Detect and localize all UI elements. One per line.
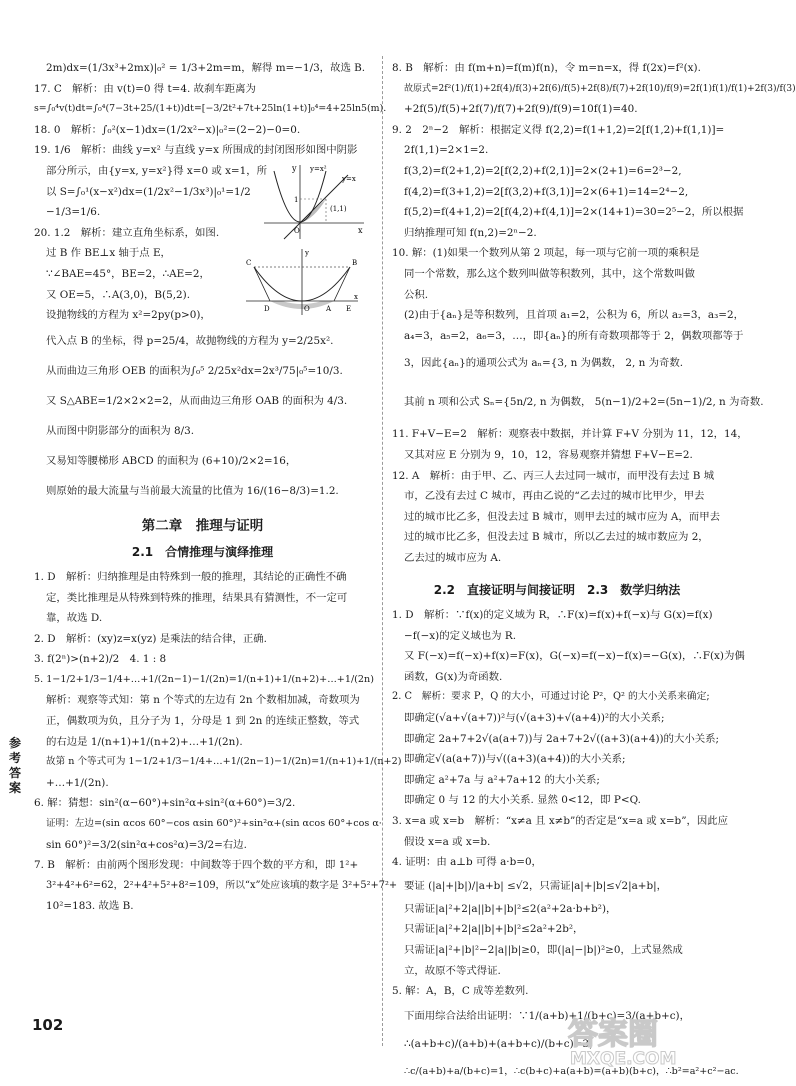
text-line: (2)由于{aₙ}是等积数列，且首项 a₁=2，公积为 6，所以 a₂=3，a₃=2，: [404, 309, 744, 322]
text-line: +2f(5)/f(5)+2f(7)/f(7)+2f(9)/f(9)=10f(1)=40.: [404, 103, 638, 116]
text-line: 以 S=∫₀¹(x−x²)dx=(1/2x²−1/3x³)|₀¹=1/2: [46, 185, 251, 198]
text-line: 即确定 2a+7+2√(a(a+7))与 2a+7+2√((a+3)(a+4))的大小关系;: [404, 732, 720, 745]
text-line: a₄=3，a₅=2，a₆=3，…，即{aₙ}的所有奇数项都等于 2，偶数项都等于: [404, 329, 744, 342]
text-line: 2f(1,1)=2×1=2.: [404, 144, 489, 157]
text-line: 定，类比推理是从特殊到特殊的推理，结果具有猜测性，不一定可: [46, 591, 348, 604]
text-line: 即确定√(a(a+7))与√((a+3)(a+4))的大小关系;: [404, 753, 626, 766]
text-line: 故原式=2f²(1)/f(1)+2f(4)/f(3)+2f(6)/f(5)+2f(8)/f(7)+2f(10)/f(9)=2f(1)f(1)/f(1)+2f(3)/f(3): [404, 83, 796, 94]
column-divider: [382, 56, 383, 1046]
text-line: 1. D 解析：∵f(x)的定义域为 R，∴F(x)=f(x)+f(−x)与 G(x)=f(x): [392, 609, 713, 622]
text-line: 公积.: [404, 288, 429, 301]
text-line: 2. C 解析：要求 P，Q 的大小，可通过讨论 P²，Q² 的大小关系来确定;: [392, 691, 710, 703]
text-line: sin 60°)²=3/2(sin²α+cos²α)=3/2=右边.: [46, 838, 247, 851]
text-line: 设抛物线的方程为 x²=2py(p>0)，: [46, 309, 211, 322]
text-line: 正，偶数项为负，且分子为 1，分母是 1 到 2n 的连续正整数，等式: [46, 715, 360, 728]
fig2-label-e: E: [346, 305, 352, 314]
fig2-label-d: D: [264, 305, 270, 314]
text-line: 5. 解：A，B，C 成等差数列.: [392, 985, 529, 998]
text-line: 即确定 a²+7a 与 a²+7a+12 的大小关系;: [404, 773, 600, 786]
figure-2-svg: [242, 247, 362, 317]
fig1-curve1-label: y=x²: [310, 164, 327, 173]
text-line: 2m)dx=(1/3x³+2mx)|₀² = 1/3+2m=m，解得 m=−1/3，故选 B.: [46, 62, 366, 74]
side-tab-char: 参: [8, 736, 21, 750]
text-line: ∴c/(a+b)+a/(b+c)=1，∴c(b+c)+a(a+b)=(a+b)(b+c)，∴b²=a²+c²−ac.: [404, 1065, 739, 1077]
text-line: 又 F(−x)=f(−x)+f(x)=F(x)，G(−x)=f(−x)−f(x)=−G(x)，∴F(x)为偶: [404, 650, 745, 663]
text-line: 10²=183. 故选 B.: [46, 900, 134, 913]
watermark-bottom-text: MXQE.COM: [570, 1049, 677, 1069]
text-line: 7. B 解析：由前两个图形发现：中间数等于四个数的平方和，即 1²+: [34, 859, 359, 872]
fig1-one-label: 1: [294, 195, 299, 204]
fig2-label-b: B: [352, 259, 358, 268]
text-line: 过的城市比乙多，但没去过 B 城市，则甲去过的城市应为 A，而甲去: [404, 510, 720, 523]
side-tab-char: 考: [8, 751, 21, 765]
fig2-label-o: O: [304, 305, 310, 314]
page-number: 102: [32, 1016, 64, 1034]
text-line: 下面用综合法给出证明：∵1/(a+b)+1/(b+c)=3/(a+b+c)，: [404, 1009, 690, 1022]
text-line: 又 S△ABE=1/2×2×2=2，从而曲边三角形 OAB 的面积为 4/3.: [46, 394, 348, 407]
text-line: f(4,2)=f(3+1,2)=2[f(3,2)+f(3,1)]=2×(6+1)=14=2⁴−2,: [404, 185, 689, 198]
text-line: 又 OE=5，∴A(3,0)，B(5,2).: [46, 288, 190, 301]
text-line: 假设 x=a 或 x=b.: [404, 835, 491, 848]
text-line: −f(−x)的定义域也为 R.: [404, 629, 516, 642]
text-line: 解析：观察等式知：第 n 个等式的左边有 2n 个数相加减，奇数项为: [46, 694, 360, 707]
text-line: 1. D 解析：归纳推理是由特殊到一般的推理，其结论的正确性不确: [34, 570, 347, 583]
text-line: s=∫₀⁴v(t)dt=∫₀⁴(7−3t+25/(1+t))dt=[−3/2t²+7t+25ln(1+t)]₀⁴=4+25ln5(m).: [34, 103, 387, 115]
right-column: [392, 58, 796, 1086]
fig1-x-label: x: [358, 225, 363, 235]
text-line: f(3,2)=f(2+1,2)=2[f(2,2)+f(2,1)]=2×(2+1)=6=2³−2,: [404, 164, 682, 177]
text-line: 则原始的最大流量与当前最大流量的比值为 16/(16−8/3)=1.2.: [46, 484, 339, 497]
section-title: 2.1 合情推理与演绎推理: [131, 545, 274, 560]
text-line: +…+1/(2n).: [46, 776, 109, 789]
fig1-y-label: y: [292, 163, 297, 173]
fig1-point-label: (1,1): [330, 204, 347, 213]
text-line: 要证 (|a|+|b|)/|a+b| ≤√2，只需证|a|+|b|≤√2|a+b|，: [404, 879, 668, 892]
watermark-top-text: 答案圈: [568, 1017, 658, 1052]
text-line: 12. A 解析：由于甲、乙、丙三人去过同一城市，而甲没有去过 B 城: [392, 469, 715, 482]
text-line: 11. F+V−E=2 解析：观察表中数据，并计算 F+V 分别为 11，12，14，: [392, 428, 748, 441]
watermark-logo: [560, 1010, 745, 1068]
text-line: 的右边是 1/(n+1)+1/(n+2)+…+1/(2n).: [46, 735, 243, 748]
text-line: 又易知等腰梯形 ABCD 的面积为 (6+10)/2×2=16，: [46, 454, 297, 467]
text-line: 3. x=a 或 x=b 解析：“x≠a 且 x≠b”的否定是“x=a 或 x=b”，因此应: [392, 815, 729, 827]
text-line: 5. 1−1/2+1/3−1/4+…+1/(2n−1)−1/(2n)=1/(n+1)+1/(n+2)+…+1/(2n): [34, 673, 374, 685]
text-line: 6. 解：猜想：sin²(α−60°)+sin²α+sin²(α+60°)=3/2.: [34, 797, 296, 810]
text-line: f(5,2)=f(4+1,2)=2[f(4,2)+f(4,1)]=2×(14+1)=30=2⁵−2，所以根据: [404, 206, 744, 219]
fig1-curve2-label: y=x: [342, 174, 356, 183]
text-line: 3²+4²+6²=62，2²+4²+5²+8²=109，所以“x”处应该填的数字是 3²+5²+7²+: [46, 879, 398, 891]
text-line: 4. 证明：由 a⊥b 可得 a·b=0，: [392, 856, 542, 869]
text-line: 19. 1/6 解析：曲线 y=x² 与直线 y=x 所围成的封闭图形如图中阴影: [34, 144, 358, 157]
text-line: 过的城市比乙多，但没去过 B 城市，所以乙去过的城市数应为 2，: [404, 531, 709, 544]
fig2-label-x: x: [354, 293, 358, 302]
text-line: 20. 1.2 解析：建立直角坐标系，如图.: [34, 226, 220, 239]
text-line: 市，乙没有去过 C 城市，再由乙说的“乙去过的城市比甲少，甲去: [404, 490, 705, 503]
text-line: 故第 n 个等式可为 1−1/2+1/3−1/4+…+1/(2n−1)−1/(2n)=1/(n+1)+1/(n+2): [46, 756, 402, 768]
text-line: −1/3=1/6.: [46, 206, 101, 219]
chapter-title: 第二章 推理与证明: [141, 517, 264, 534]
text-line: 3，因此{aₙ}的通项公式为 aₙ={3, n 为偶数， 2, n 为奇数.: [404, 357, 684, 370]
figure-1-svg: [256, 161, 368, 243]
text-line: 函数，G(x)为奇函数.: [404, 670, 503, 683]
text-line: 17. C 解析：由 v(t)=0 得 t=4. 故刹车距离为: [34, 82, 256, 95]
left-column: [34, 58, 402, 917]
text-line: 代入点 B 的坐标，得 p=25/4，故抛物线的方程为 y=2/25x².: [46, 334, 334, 347]
text-line: 只需证|a|²+2|a||b|+|b|²≤2(a²+2a·b+b²)，: [404, 902, 617, 915]
text-line: 证明：左边=(sin αcos 60°−cos αsin 60°)²+sin²α+(sin αcos 60°+cos α·: [46, 818, 382, 830]
text-line: 3. f(2ⁿ)>(n+2)/2 4. 1 : 8: [34, 653, 167, 666]
text-line: ∵∠BAE=45°，BE=2，∴AE=2，: [46, 267, 210, 280]
fig1-origin-label: O: [294, 226, 300, 235]
text-line: 18. 0 解析：∫₀²(x−1)dx=(1/2x²−x)|₀²=(2−2)−0=0.: [34, 123, 301, 136]
text-line: 从而曲边三角形 OEB 的面积为∫₀⁵ 2/25x²dx=2x³/75|₀⁵=10/3.: [46, 364, 343, 377]
text-line: 部分所示，由{y=x, y=x²}得 x=0 或 x=1，所: [46, 164, 268, 177]
text-line: 乙去过的城市应为 A.: [404, 551, 502, 564]
text-line: 8. B 解析：由 f(m+n)=f(m)f(n)，令 m=n=x，得 f(2x)=f²(x).: [392, 62, 701, 74]
section-title: 2.2 直接证明与间接证明 2.3 数学归纳法: [433, 583, 681, 598]
text-line: 立，故原不等式得证.: [404, 964, 501, 977]
text-line: ∴(a+b+c)/(a+b)+(a+b+c)/(b+c)=3，: [404, 1037, 600, 1050]
text-line: 2. D 解析：(xy)z=x(yz) 是乘法的结合律，正确.: [34, 632, 267, 645]
fig2-label-c: C: [246, 259, 252, 268]
side-tab-char: 案: [8, 781, 21, 795]
side-tab-reference-answers: [6, 736, 24, 796]
fig2-label-y: y: [305, 249, 309, 258]
text-line: 只需证|a|²+|b|²−2|a||b|≥0，即(|a|−|b|)²≥0，上式显然成: [404, 943, 683, 956]
text-line: 过 B 作 BE⊥x 轴于点 E，: [46, 247, 171, 260]
text-line: 即确定 0 与 12 的大小关系. 显然 0<12，即 P<Q.: [404, 794, 641, 807]
side-tab-char: 答: [8, 766, 21, 780]
text-line: 从而图中阴影部分的面积为 8/3.: [46, 424, 195, 437]
text-line: 靠，故选 D.: [46, 612, 103, 625]
text-line: 只需证|a|²+2|a||b|+|b|²≤2a²+2b²，: [404, 923, 584, 936]
text-line: 归纳推理可知 f(n,2)=2ⁿ−2.: [404, 226, 537, 239]
fig2-label-a: A: [326, 305, 332, 314]
text-line: 10. 解：(1)如果一个数列从第 2 项起，每一项与它前一项的乘积是: [392, 247, 700, 260]
text-line: 即确定(√a+√(a+7))²与(√(a+3)+√(a+4))²的大小关系;: [404, 712, 665, 725]
text-line: 9. 2 2ⁿ−2 解析：根据定义得 f(2,2)=f(1+1,2)=2[f(1,2)+f(1,1)]=: [392, 123, 725, 136]
text-line: 同一个常数，那么这个数列叫做等积数列，其中，这个常数叫做: [404, 267, 695, 280]
text-line: 其前 n 项和公式 Sₙ={5n/2, n 为偶数， 5(n−1)/2+2=(5n−1)/2, n 为奇数.: [404, 396, 764, 409]
text-line: 又其对应 E 分别为 9，10，12，容易观察并猜想 F+V−E=2.: [404, 448, 693, 461]
